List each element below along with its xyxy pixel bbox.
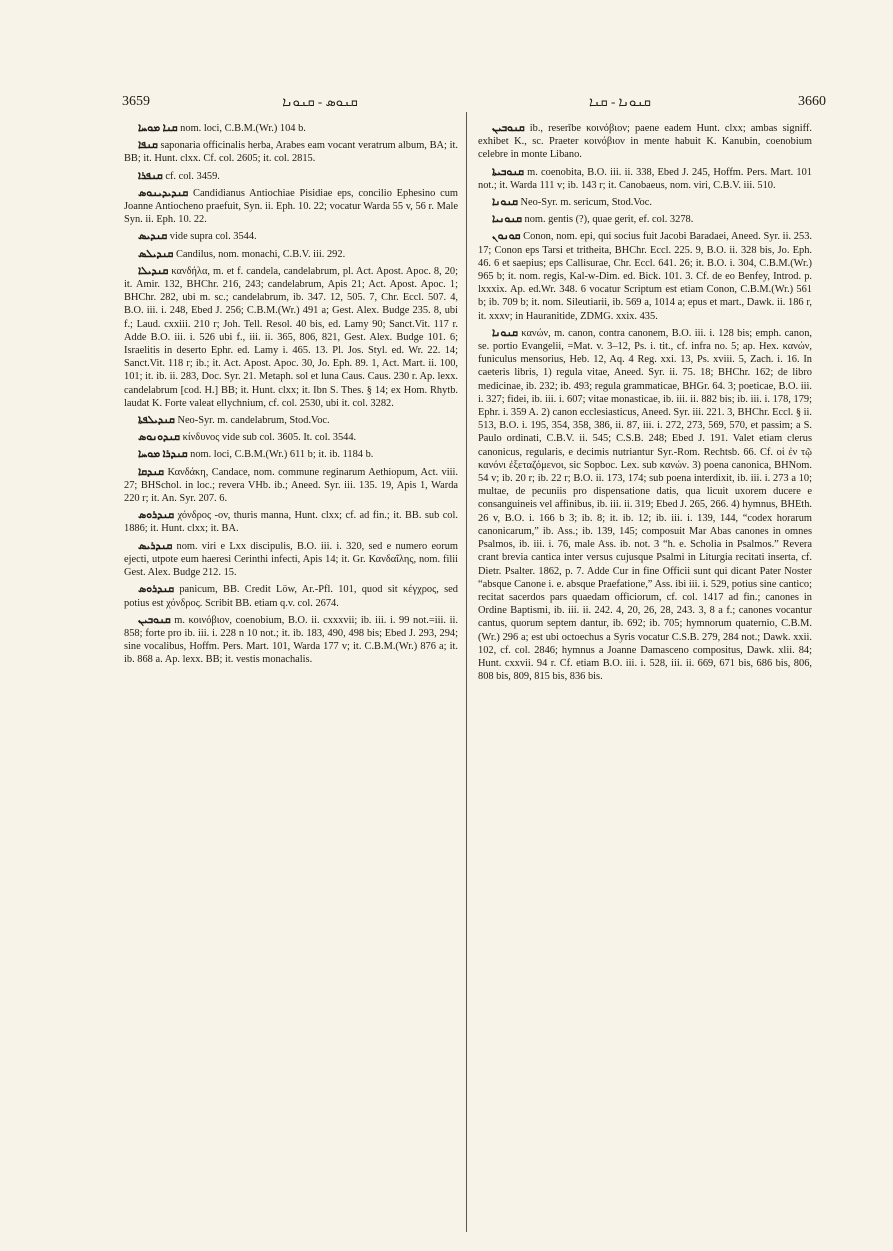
- entry-text: nom. viri e Lxx discipulis, B.O. iii. i. 320, sed e numero eorum ejecti, utpote eum haeresi Cerinthi infecti, Apis 14; it. Gr. Κανδαΐλης, nom. filii Gest. Alex. Budge 212. 15.: [124, 540, 458, 579]
- entry-text: χόνδρος -ov, thuris manna, Hunt. clxx; cf. ad fin.; it. BB. sub col. 1886; it. Hunt. clxx; it. BA.: [124, 510, 458, 535]
- entry-headword: ܩܢܘܒܝܢ: [138, 614, 171, 626]
- left-column: [124, 122, 458, 671]
- entry-headword: ܩܘܢܘܢ: [492, 231, 521, 243]
- entry-headword: ܩܢܕܩܐ: [138, 466, 164, 478]
- entry-text: nom. gentis (?), quae gerit, ef. col. 3278.: [524, 214, 694, 226]
- left-running-title: ܩܢܘܣ - ܩܢܘܢܐ: [282, 94, 358, 109]
- entry-headword: ܩܢܕܝܠܣ: [138, 248, 174, 260]
- entry-headword: ܩܢܐ ܡܘܚܐ: [138, 123, 178, 134]
- entry-headword: ܩܢܦܪܐ: [138, 170, 163, 182]
- entry-headword: ܩܢܕܝܠܐ: [138, 265, 169, 277]
- dictionary-entry: [478, 166, 812, 192]
- entry-text: m. coenobita, B.O. iii. ii. 338, Ebed J. 245, Hoffm. Pers. Mart. 101 not.; it. Warda 111 v; ib. 143 r; it. Canobaeus, nom. viri, C.B.V. iii. 510.: [478, 166, 812, 191]
- dictionary-entry: [124, 122, 458, 135]
- entry-text: Κανδάκη, Candace, nom. commune reginarum Aethiopum, Act. viii. 27; BHSchol. in loc.; revera VHb. ib.; Aneed. Syr. iii. 135. 19, Apis 1, Warda 220 r; it. An. Syr. 207. 6.: [124, 466, 458, 505]
- entry-text: Candilus, nom. monachi, C.B.V. iii. 292.: [175, 248, 346, 260]
- right-page-number: 3660: [798, 94, 826, 109]
- dictionary-entry: [124, 265, 458, 410]
- entry-headword: ܩܢܕܝܠܦܬܐ: [138, 415, 175, 427]
- entry-headword: ܩܢܕܪܘܣ: [138, 510, 175, 522]
- entry-text: κανών, m. canon, contra canonem, B.O. iii. i. 128 bis; emph. canon, se. portio Evangelii, =Mat. v. 3–12, Ps. i. tit., cf. infra no. 5; ap. Hex. κανών, funiculus mensorius, Heb. 12, Aq. 4 Reg. xxi. 13, Ps. xviii. 5, Zach. i. 16. In caeteris libris, 1) regula vitae, Aneed. Syr. ii. 75. 18; BHChr. 162; de libro medicinae, ib. 232; ib. 493; regula grammaticae, BHGr. 64. 3; poeticae, B.O. iii. i. 327; fidei, ib. iii. i. 607; vitae monasticae, ib. iii. ii. 882 bis; ib. iii. i. 178, 179; Ephr. i. 359 A. 2) canon ecclesiasticus, Aneed. Syr. iii. 221. 3, BHChr. Eccl. § ii. 513, B.O. i. 195, 354, 358, 386, ii. 87, iii. i. 272, 273, 569, 570, et passim; a S. Paulo ordinati, C.B.V. ii. 545; C.S.B. 248; Ebed J. 191. Valet etiam clerus canonicus, regularis, e decimis nutriantur Syr.-Rom. Rechtsb. 66. Cf. οἱ ἐν τῷ κανόνι ἐξεταζόμενοι, sic Sopboc. Lex. sub κανών. 3) poena canonica, BHNom. 54 v; ib. 20 r; ib. 22 r; B.O. ii. 173, 174; sub poena interdixit, ib. iii. i. 273 a 10; multae, de pecuniis pro dispensatione datis, qua licuit uxorem ducere e consanguineis vel affinibus, ib. iii. ii. 319; Ebed J. 265, 266. 4) hymnus, BHEth. 26 v, B.O. i. 166 b 3; ib. 8; it. ib. 12; ib. iii. i. 139, 144, “codex horarum canonicarum,” ib. Ass.; ib. 139, 145; composuit Mar Abas canones in omnes Psalmos, ib. iii. i. 76, male Ass. ib. not. 3 “h. e. Scholia in Psalmos.” Revera crant brevia cantica inter versus cujusque Psalmi in Liturgia recitati inserta, cf. Dietr. Psalter. 1862, p. 7. Adde Cur in fine Officii sunt qui dicant Pater Noster “absque Canone i. e. absque Praefatione,” Ass. ibi iii. i. 529, potius sine cantico; recitat sacerdos pars quaedam officiorum, cf. col. 1417 ad fin.; canones in Ordine Baptismi, ib. iii. ii. 242. 4, 20, 26, 28, 243. 3, 8 a f.; canones vocantur cantus, quorum septem dantur, ib. 692; ib. 705; hymnorum quaternio, C.B.M.(Wr.) 296 a; est ubi octoechus a Syris vocatur C.S.B. 279, 284 not.; Dawk. xxii. 102, cf. col. 2846; hymnus a Joanne Damasceno compositus, Dawk. xlii. 84; Hunt. cxxvii. 94 r. Cf. etiam B.O. iii. i. 528, iii. ii. 669, 671 bis, 686 bis, 806, 808 bis, 809, 815 bis, 836 bis.: [478, 327, 812, 683]
- entry-headword: ܩܢܘܢܝܐ: [492, 214, 522, 226]
- dictionary-entry: [124, 466, 458, 506]
- dictionary-entry: [124, 187, 458, 227]
- entry-text: Neo-Syr. m. candelabrum, Stod.Voc.: [177, 415, 330, 427]
- left-page-number: 3659: [122, 94, 150, 109]
- dictionary-entry: [124, 230, 458, 243]
- dictionary-entry: [478, 230, 812, 322]
- entry-text: κανδήλα, m. et f. candela, candelabrum, pl. Act. Apost. Apoc. 8, 20; it. Amir. 132, BHChr. 216, 243; candelabrum, Apis 21; Act. Apost. Apoc. 1; BHChr. 282, ubi m. sc.; candelabrum, ib. 347. 12, 505. 7, Chr. Eccl. 507. 4, B.O. iii. i. 248, Ebed J. 256; C.B.M.(Wr.) 491 a; Gest. Alex. Budge 235. 8, ubi f.; Laud. cxxiii. 210 r; Joh. Tell. Resol. 40 bis, ed. Lamy 90; Sanct.Vit. 117 r. Adde B.O. iii. i. 526 ubi f., iii. ii. 365, 806, 821, Gest. Alex. Budge 101. 6; Israelitis in deserto Ephr. ed. Lamy i. 465. 13. Pl. Jos. Styl. ed. Wr. 22. 14; Sanct.Vit. 118 r; ib.; it. Act. Apost. Apoc. 30, Jo. Eph. 89. 1, Act. Mart. ii. 100, 101; it. ib. ii. 283, Doc. Syr. 21. Metaph. sol et luna Caus. Caus. 230 r. Ap. lexx. candelabrum [cod. H.] BB; it. Hunt. clxx; it. Ibn S. Thes. § 14; ex Hom. Rhytb. laudat K. Forte valeat ellychnium, cf. col. 2530, ubi it. col. 3282.: [124, 265, 458, 409]
- dictionary-entry: [124, 248, 458, 261]
- dictionary-entry: [124, 448, 458, 461]
- dictionary-entry: [478, 196, 812, 209]
- entry-headword: ܩܢܦܐ: [138, 140, 158, 152]
- dictionary-entry: [124, 540, 458, 580]
- dictionary-entry: [478, 213, 812, 226]
- dictionary-entry: [124, 414, 458, 427]
- entry-headword: ܩܢܘܢܐ: [492, 197, 518, 209]
- entry-headword: ܩܢܘܢܐ: [492, 327, 518, 339]
- entry-headword: ܩܢܕܘܢܘܣ: [138, 432, 180, 444]
- column-divider: [466, 112, 467, 1232]
- entry-text: nom. loci, C.B.M.(Wr.) 611 b; it. ib. 1184 b.: [190, 449, 374, 461]
- entry-text: m. κοινόβιον, coenobium, B.O. ii. cxxxvii; ib. iii. i. 99 not.=iii. ii. 858; forte pro ib. iii. i. 228 n 10 not.; it. ib. 183, 490, 498 bis; Ebed J. 293, 294; sine vocalibus, Hoffm. Pers. Mart. 101, Warda 177 v; it. C.B.M.(Wr.) 876 a; it. ib. 868 a. Ap. lexx. BB; it. vestis monachalis.: [124, 614, 458, 666]
- entry-headword: ܩܢܕܪܝܣ: [138, 540, 173, 552]
- entry-text: Neo-Syr. m. sericum, Stod.Voc.: [520, 197, 652, 209]
- entry-text: κίνδυνος vide sub col. 3605. It. col. 3544.: [182, 432, 357, 444]
- right-running-title: ܩܢܘܢܐ - ܩܢܐ: [589, 94, 651, 109]
- dictionary-entry: [124, 583, 458, 609]
- entry-headword: ܩܢܕܪܘܣ: [138, 584, 175, 596]
- dictionary-entry: [124, 170, 458, 183]
- entry-headword: ܩܢܕܪܐ ܡܘܚܐ: [138, 449, 188, 461]
- entry-headword: ܩܢܕܝܕܝܢܘܣ: [138, 187, 189, 199]
- entry-headword: ܩܢܘܒܝܬܐ: [492, 166, 524, 178]
- dictionary-entry: [478, 327, 812, 683]
- dictionary-entry: [124, 431, 458, 444]
- entry-text: Candidianus Antiochiae Pisidiae eps, concilio Ephesino cum Joanne Antiocheno praefuit, Syn. ii. Eph. 10. 22; vocatur Warda 55 v, 56 r. Male Syn. ii. Eph. 10. 22.: [124, 187, 458, 226]
- entry-text: panicum, BB. Credit Löw, Ar.-Pfl. 101, quod sit κέγχρος, sed potius est χόνδρος. Scribit BB. etiam q.v. col. 2674.: [124, 584, 458, 609]
- right-column: [478, 122, 812, 687]
- entry-headword: ܩܢܘܒܝܢ: [492, 123, 525, 134]
- dictionary-entry: [124, 509, 458, 535]
- entry-text: ib., reserībe κοινόβιον; paene eadem Hunt. clxx; ambas signiff. exhibet K., sc. Praeter κοινόβιον in mente habuit K. Kanubin, coenobium celebre in monte Libano.: [478, 123, 812, 161]
- dictionary-entry: [478, 122, 812, 162]
- entry-text: cf. col. 3459.: [165, 170, 220, 182]
- entry-text: nom. loci, C.B.M.(Wr.) 104 b.: [180, 123, 306, 134]
- entry-text: Conon, nom. epi, qui socius fuit Jacobi Baradaei, Aneed. Syr. ii. 253. 17; Conon eps Tarsi et tritheita, BHChr. Eccl. 225. 9, B.O. ii. 328 bis, Jo. Eph. 46. 6 et saepius; eps Callisurae, Chr. Eccl. 641. 26; it. B.O. i. 304, C.B.M.(Wr.) 965 b; it. nom. regis, Kal-w-Dim. ed. Bick. 101. 3. Cf. de eo Benfey, Introd. p. lxxxix. Ap. ed.Wr. 348. 6 vocatur Scriptum est etiam Conon, C.B.M.(Wr.) 561 b; ib. 709 b; it. nom. Sileutiarii, ib. 569 a, 1014 a; epus et mart., Dawk. ii. 186 r, it. xxxv; in Hauranitide, ZDMG. xxix. 435.: [478, 231, 812, 322]
- entry-headword: ܩܢܕܝܣ: [138, 231, 168, 243]
- dictionary-entry: [124, 614, 458, 667]
- dictionary-entry: [124, 139, 458, 165]
- entry-text: saponaria officinalis herba, Arabes eam vocant veratrum album, BA; it. BB; it. Hunt. clxx. Cf. col. 2605; it. col. 2815.: [124, 140, 458, 165]
- entry-text: vide supra col. 3544.: [169, 231, 257, 243]
